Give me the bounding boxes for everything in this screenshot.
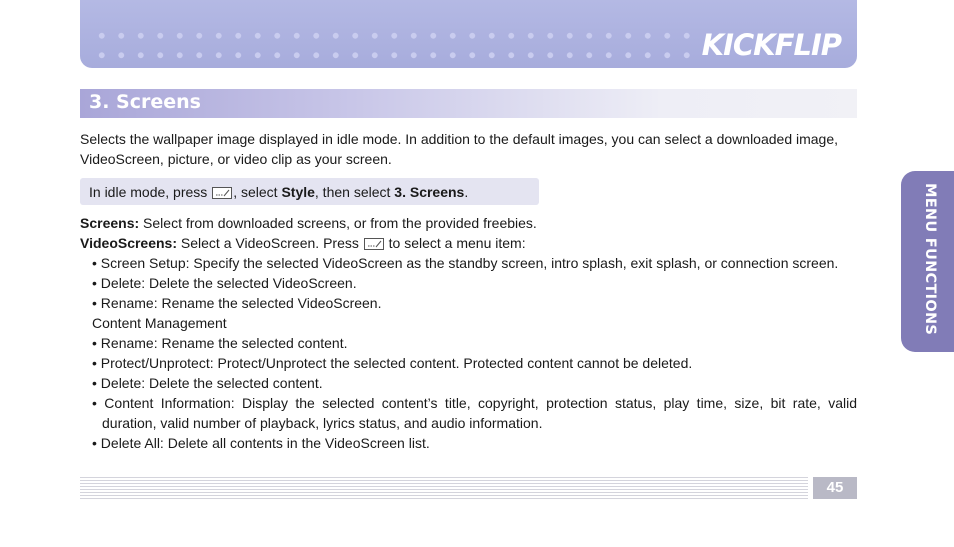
list-item: • Rename: Rename the selected VideoScreen.: [92, 295, 382, 311]
list-item: [80, 393, 857, 433]
list-item: • Delete All: Delete all contents in the VideoScreen list.: [92, 435, 430, 451]
menu-key-icon: [364, 238, 384, 250]
instruction-end: .: [464, 184, 469, 200]
screens-text: Select from downloaded screens, or from the provided freebies.: [139, 215, 537, 231]
page-number: 45: [813, 477, 857, 499]
intro-paragraph: Selects the wallpaper image displayed in idle mode. In addition to the default images, you can select a downloaded image, VideoScreen, picture, or video clip as your screen.: [80, 131, 839, 167]
instruction-prefix: In idle mode, press: [89, 184, 208, 200]
section-header: [80, 89, 857, 118]
dot-pattern: [92, 26, 692, 60]
videoscreens-label: VideoScreens:: [80, 235, 178, 251]
side-tab-menu-functions: [901, 171, 954, 352]
footer-rule: [80, 477, 808, 499]
menu-key-icon: [212, 187, 232, 199]
screens-line: [80, 213, 857, 233]
list-item: • Rename: Rename the selected content.: [92, 335, 348, 351]
videoscreens-line: [80, 233, 857, 253]
section-title: 3. Screens: [89, 91, 201, 113]
instruction-middle: , select: [233, 184, 278, 200]
side-tab-label: MENU FUNCTIONS: [922, 183, 938, 336]
list-item: • Delete: Delete the selected VideoScreen.: [92, 275, 357, 291]
kickflip-logo: KICKFLIP: [701, 28, 841, 62]
header-banner: [80, 0, 857, 68]
instruction-target: 3. Screens: [394, 184, 465, 200]
instruction-then: , then select: [314, 184, 391, 200]
list-item: • Protect/Unprotect: Protect/Unprotect the selected content. Protected content cannot be deleted.: [92, 355, 693, 371]
instruction-style: Style: [281, 184, 315, 200]
content-management-label: Content Management: [92, 315, 227, 331]
body-content: [80, 213, 857, 453]
list-item: • Screen Setup: Specify the selected VideoScreen as the standby screen, intro splash, exit splash, or connection screen.: [92, 255, 839, 271]
screens-label: Screens:: [80, 215, 140, 231]
instruction-text: [89, 184, 468, 200]
videoscreens-text-after: to select a menu item:: [384, 235, 526, 251]
list-item: • Delete: Delete the selected content.: [92, 375, 323, 391]
videoscreens-text-before: Select a VideoScreen. Press: [177, 235, 359, 251]
list-item-text: • Content Information: Display the selected content’s title, copyright, protection status, play time, size, bit rate, valid duration, valid number of playback, lyrics status, and audio information.: [92, 395, 857, 431]
instruction-box: [80, 178, 539, 205]
